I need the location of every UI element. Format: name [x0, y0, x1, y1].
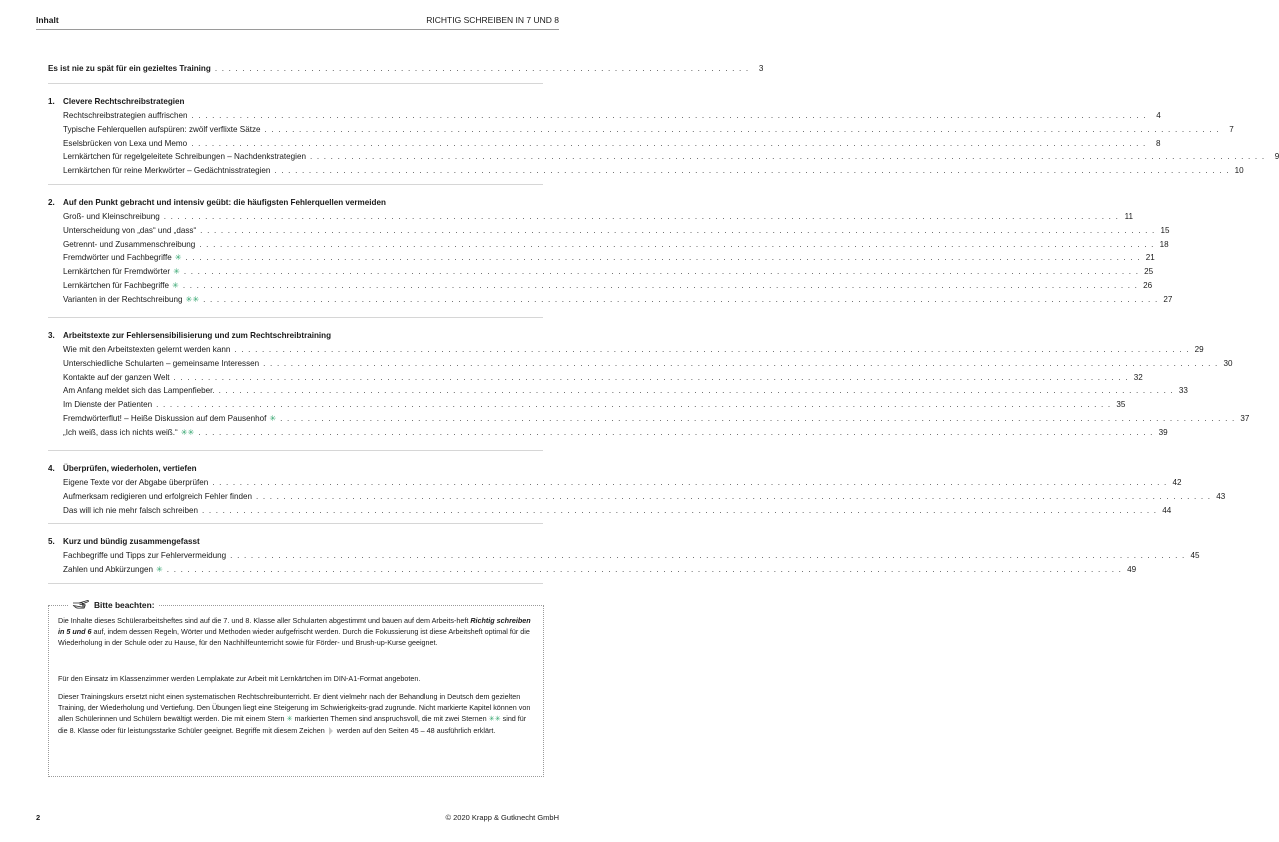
toc-entry-title: Lernkärtchen für Fachbegriffe — [63, 281, 170, 290]
toc-entry[interactable] — [63, 399, 1126, 410]
toc-section-1-title: 1. Clevere Rechtschreibstrategien — [48, 97, 185, 106]
toc-entry[interactable] — [63, 225, 1170, 236]
toc-entry-title: Eigene Texte vor der Abgabe überprüfen — [63, 478, 209, 487]
toc-entry-title: Eselsbrücken von Lexa und Memo — [63, 138, 188, 148]
leader-dots: . . . . . . . . . . . . . . . . . . . . . . . . . . . . . . . . . . . . . . . . . . . . . . . . . . . . . . . . . . . . . . . . . . . . . . . . . . . . . . . . . . . . . . . . . . . . . . . . . . . . . . . . . . . . . . . . . . . . . . . . . . . . . . . . . . . . . . . . . . . — [200, 225, 1156, 235]
toc-entry-page: 43 — [1216, 491, 1226, 501]
section-divider — [48, 523, 543, 524]
toc-entry-page: 26 — [1143, 281, 1153, 290]
leader-dots: . . . . . . . . . . . . . . . . . . . . . . . . . . . . . . . . . . . . . . . . . . . . . . . . . . . . . . . . . . . . . . . . . . . . . . . . . . . . . . . . . . . . . . . . . . . . . . . . . . . . . . . . . . . . . . . . . . . . . . . . . . . . . . . . . . . . . . . . . . . — [166, 564, 1123, 574]
toc-entry[interactable] — [63, 550, 1200, 561]
toc-entry-page: 10 — [1234, 166, 1244, 176]
toc-entry-title: Aufmerksam redigieren und erfolgreich Fehler finden — [63, 491, 252, 501]
toc-entry-title: Lernkärtchen für Fremdwörter — [63, 267, 171, 277]
toc-entry[interactable] — [63, 413, 1250, 424]
leader-dots: . . . . . . . . . . . . . . . . . . . . . . . . . . . . . . . . . . . . . . . . . . . . . . . . . . . . . . . . . . . . . . . . . . . . . . . . . . . . . . . . . . . . . . . . . . . . . . . . . . . . . . . . . . . . . . . . . . . . . . . . . . . . . . . . . . . . . . . . . . . — [255, 491, 1212, 501]
toc-entry-title: Fremdwörter und Fachbegriffe — [63, 253, 172, 263]
header-section-label: Inhalt — [36, 15, 59, 25]
toc-entry-page: 15 — [1160, 225, 1170, 235]
toc-section-4-title: 4. Überprüfen, wiederholen, vertiefen — [48, 464, 197, 473]
page-number: 2 — [36, 813, 41, 822]
note-paragraph-1: Die Inhalte dieses Schülerarbeitsheftes sind auf die 7. und 8. Klasse aller Schularten abgestimmt und bauen auf dem Arbeits-heft Richtig schreiben in 5 und 6 auf, indem dessen Regeln, Wörter und Methoden wieder aufgefrischt werden. Durch die Fokussierung ist diese Arbeitsheft optimal für die Wiederholung in der Schule oder zu Hause, für den Nachhilfeunterricht sowie für Förder- und Brush-up-Kurse geeignet. — [58, 616, 531, 648]
toc-entry-page: 32 — [1133, 372, 1143, 382]
toc-entry-page: 42 — [1172, 478, 1182, 487]
leader-dots: . . . . . . . . . . . . . . . . . . . . . . . . . . . . . . . . . . . . . . . . . . . . . . . . . . . . . . . . . . . . . . . . . . . . . . . . . . . . . . . . . . . . . . . . . . . . . . . . . . . . . . . . . . . . . . . . . . . . . . . . . . . . . . . . . . . . . . . . . . . — [230, 551, 1186, 560]
toc-entry-page: 4 — [1156, 111, 1161, 120]
header-divider — [36, 29, 559, 30]
toc-entry-page: 25 — [1144, 267, 1154, 277]
double-star-icon: ✳✳ — [180, 427, 195, 437]
toc-entry-page: 35 — [1116, 400, 1126, 410]
toc-entry[interactable] — [63, 239, 1169, 250]
book-title-reference: Richtig schreiben in 5 und 6 — [58, 616, 531, 637]
toc-entry-page: 33 — [1178, 386, 1188, 396]
leader-dots: . . . . . . . . . . . . . . . . . . . . . . . . . . . . . . . . . . . . . . . . . . . . . . . . . . . . . . . . . . . . . . . . . . . . . . . . . . . . . . . . . . . . . . . . . . . . . . . . . . . . . . . . . . . . . . . . . . . . . . . . . . . . . . . . . . . . . . . . . . . — [185, 253, 1141, 263]
toc-entry-title: Fachbegriffe und Tipps zur Fehlervermeidung — [63, 551, 227, 560]
toc-entry-title: Lernkärtchen für reine Merkwörter – Gedächtnisstrategien — [63, 166, 271, 176]
page-footer — [36, 813, 559, 822]
star-icon: ✳ — [174, 253, 182, 263]
toc-entry-page: 37 — [1240, 414, 1250, 423]
section-divider — [48, 450, 543, 451]
note-box — [48, 599, 544, 777]
toc-entry[interactable] — [63, 344, 1204, 355]
leader-dots: . . . . . . . . . . . . . . . . . . . . . . . . . . . . . . . . . . . . . . . . . . . . . . . . . . . . . . . . . . . . . . . . . . . . . . . . . . . . . . . . . . . . . . . . . . . . . . . . . . . . . . . . . . . . . . . . . . . . . . . . . . . . . . . . . . . . . . . . . . . — [212, 478, 1168, 487]
page-header — [36, 15, 559, 25]
leader-dots: . . . . . . . . . . . . . . . . . . . . . . . . . . . . . . . . . . . . . . . . . . . . . . . . . . . . . . . . . . . . . . . . . . . . . . . . . . . . . . . . . . . . . . . . . . . . . . . . . . . . . . . . . . . . . . . . . . . . . . . . . . . . . . . . . . . . . . . . . . . — [173, 372, 1129, 382]
leader-dots: . . . . . . . . . . . . . . . . . . . . . . . . . . . . . . . . . . . . . . . . . . . . . . . . . . . . . . . . . . . . . . . . . . . . . . . . . . . . . . . . . . . . . . . . . . . . . . . . . . . . . . . . . . . . . . . . . . . . . . . . . . . . . . . . . . . . . . . . . . . — [274, 166, 1230, 176]
double-star-icon: ✳✳ — [185, 294, 200, 304]
star-icon: ✳ — [173, 267, 180, 277]
toc-entry-title: Unterscheidung von „das“ und „dass“ — [63, 225, 197, 235]
toc-entry-title: Im Dienste der Patienten — [63, 400, 153, 410]
leader-dots: . . . . . . . . . . . . . . . . . . . . . . . . . . . . . . . . . . . . . . . . . . . . . . . . . . . . . . . . . . . . . . . . . . . . . . . . . . . . . . . . . . . . . . . . . . . . . . . . . . . . . . . . . . . . . . . . . . . . . . . . . . . . . . . . . . . . . . . . . . . — [280, 414, 1236, 423]
leader-dots: . . . . . . . . . . . . . . . . . . . . . . . . . . . . . . . . . . . . . . . . . . . . . . . . . . . . . . . . . . . . . . . . . . . . . . . . . . . . . . . . . . . . . . . . . . . . . . . . . . . . . . . . . . . . . . . . . . . . . . . . . . . . . . . . . . . . . . . . . . . — [163, 212, 1120, 221]
toc-entry-title: Typische Fehlerquellen aufspüren: zwölf verflixte Sätze — [63, 124, 261, 134]
toc-entry-title: Getrennt- und Zusammenschreibung — [63, 239, 196, 249]
star-icon: ✳ — [172, 281, 179, 290]
note-heading: Bitte beachten: — [69, 599, 158, 610]
leader-dots: . . . . . . . . . . . . . . . . . . . . . . . . . . . . . . . . . . . . . . . . . . . . . . . . . . . . . . . . . . . . . . . . . . . . . . . . . . . . . . . . . . . . . . . . . . . . . . . . . . . . . . . . . . . . . . . . . . . . . . . . . . . . . . . . . . . . . . . . . . . — [191, 138, 1147, 148]
header-book-title: RICHTIG SCHREIBEN IN 7 UND 8 — [426, 15, 559, 25]
toc-entry[interactable] — [63, 491, 1226, 502]
toc-entry[interactable] — [63, 427, 1168, 438]
section-divider — [48, 83, 543, 84]
toc-entry-title: Fremdwörterflut! – Heiße Diskussion auf dem Pausenhof — [63, 414, 267, 423]
leader-dots: . . . . . . . . . . . . . . . . . . . . . . . . . . . . . . . . . . . . . . . . . . . . . . . . . . . . . . . . . . . . . . . . . . . . . . . . . . . . . . . . . . . . . . . . . . . . . . . . . . . . . . . . . . . . . . . . . . . . . . . . . . . . . . . . . . . . . . . . . . . — [156, 400, 1112, 410]
toc-entry[interactable] — [63, 211, 1134, 222]
star-icon: ✳ — [156, 564, 163, 574]
toc-entry-title: Groß- und Kleinschreibung — [63, 212, 160, 221]
toc-entry[interactable] — [63, 266, 1154, 277]
double-star-icon: ✳✳ — [488, 714, 501, 724]
toc-entry-page: 39 — [1158, 427, 1168, 437]
leader-dots: . . . . . . . . . . . . . . . . . . . . . . . . . . . . . . . . . . . . . . . . . . . . . . . . . . . . . . . . . . . . . . . . . . . . . . . . . . . . . . . . . . . . . . . . . . . . . . . . . . . . . . . . . . . . . . . . . . . . . . . . . . . . . . . . . . . . . . . . . . . — [199, 239, 1155, 249]
toc-entry[interactable] — [63, 252, 1155, 263]
note-paragraph-3: Dieser Trainingskurs ersetzt nicht einen systematischen Rechtschreibunterricht. Er dient vielmehr nach der Behandlung in Deutsch dem gezielten Training, der Wiederholung und Vertiefung. Den Übungen liegt eine Steigerung im Schwierigkeits-grad zugrunde. Nicht markierte Kapitel können von allen Schülerinnen und Schülern bewältigt werden. Die mit einem Stern ✳ markierten Themen sind anspruchsvoll, die mit zwei Sternen ✳✳ sind für die 8. Klasse oder für leistungsstarke Schüler geeignet. Begriffe mit diesem Zeichen werden auf den Seiten 45 – 48 ausführlich erklärt. — [58, 692, 531, 735]
toc-entry-page: 30 — [1223, 358, 1233, 368]
toc-intro-title: Es ist nie zu spät für ein gezieltes Training — [48, 64, 211, 73]
toc-entry-page: 27 — [1163, 294, 1173, 304]
toc-entry-page: 44 — [1162, 505, 1172, 515]
toc-entry-title: Unterschiedliche Schularten – gemeinsame Interessen — [63, 358, 260, 368]
toc-entry[interactable] — [63, 372, 1143, 383]
leader-dots: . . . . . . . . . . . . . . . . . . . . . . . . . . . . . . . . . . . . . . . . . . . . . . . . . . . . . . . . . . . . . . . . . . . . . . . . . . . . . . . . . . . . . . . . . . . . . . . . . . . . . . . . . . . . . . . . . . . . . . . . . . . . . . . . . . . . . . . . . . . — [182, 281, 1139, 290]
toc-section-5-title: 5. Kurz und bündig zusammengefasst — [48, 537, 200, 546]
leader-dots: . . . . . . . . . . . . . . . . . . . . . . . . . . . . . . . . . . . . . . . . . . . . . . . . . . . . . . . . . . . . . . . . . . . . . . . . . . . . . . . . . . . . . . . . . . . . . . . . . . . . . . . . . . . . . . . . . . . . . . . . . . . . . . . . . . . . . . . . . . . — [183, 267, 1140, 277]
leader-dots: . . . . . . . . . . . . . . . . . . . . . . . . . . . . . . . . . . . . . . . . . . . . . . . . . . . . . . . . . . . . . . . . . . . . . . . . . . . . . . . . . . . . . . . . . . . . . . . . . . . . . . . . . . . . . . . . . . . . . . . . . . . . . . . . . . . . . . . . . . . — [218, 386, 1174, 396]
toc-entry[interactable] — [63, 138, 1161, 149]
toc-entry-page: 29 — [1194, 345, 1204, 354]
toc-entry-page: 18 — [1159, 239, 1169, 249]
toc-intro-page: 3 — [758, 64, 764, 73]
section-divider — [48, 583, 543, 584]
toc-entry-page: 9 — [1274, 152, 1279, 162]
toc-entry-page: 49 — [1127, 564, 1137, 574]
toc-entry-page: 7 — [1229, 124, 1234, 134]
toc-entry[interactable] — [63, 165, 1244, 176]
pointing-hand-icon — [72, 599, 90, 610]
toc-entry-title: Am Anfang meldet sich das Lampenfieber. — [63, 386, 215, 396]
toc-section-3-title: 3. Arbeitstexte zur Fehlersensibilisierung und zum Rechtschreibtraining — [48, 331, 332, 340]
toc-entry[interactable] — [63, 564, 1137, 575]
toc-entry-title: Das will ich nie mehr falsch schreiben — [63, 505, 198, 515]
star-icon: ✳ — [269, 414, 277, 423]
toc-entry-title: Varianten in der Rechtschreibung — [63, 294, 183, 304]
toc-intro-entry[interactable] — [48, 63, 764, 74]
section-divider — [48, 317, 543, 318]
leader-dots: . . . . . . . . . . . . . . . . . . . . . . . . . . . . . . . . . . . . . . . . . . . . . . . . . . . . . . . . . . . . . . . . . . . . . . . . . . . . . . . . . . . . . . . . . . . . . . . . . . . . . . . . . . . . . . . . . . . . . . . . . . . . . . . . . . . . . . . . . . . — [263, 358, 1219, 368]
star-icon: ✳ — [286, 714, 293, 724]
toc-entry[interactable] — [63, 110, 1161, 121]
toc-entry[interactable] — [63, 294, 1173, 305]
copyright: © 2020 Krapp & Gutknecht GmbH — [445, 813, 559, 822]
leader-dots: . . . . . . . . . . . . . . . . . . . . . . . . . . . . . . . . . . . . . . . . . . . . . . . . . . . . . . . . . . . . . . . . . . . . . . . . . . . . . . . . . . . . . . . . . . . . . . . . . . . . . . . . . . . . . . . . . . . . . . . . . . . . . . . . . . . . . . . . . . . — [234, 345, 1190, 354]
toc-entry-title: Zahlen und Abkürzungen — [63, 564, 153, 574]
toc-entry-title: „Ich weiß, dass ich nichts weiß.“ — [63, 427, 178, 437]
toc-entry-page: 11 — [1124, 212, 1134, 221]
toc-entry-title: Kontakte auf der ganzen Welt — [63, 372, 170, 382]
toc-entry-page: 8 — [1155, 138, 1161, 148]
toc-entry[interactable] — [63, 124, 1234, 135]
toc-section-2-title: 2. Auf den Punkt gebracht und intensiv geübt: die häufigsten Fehlerquellen vermeiden — [48, 198, 386, 207]
toc-entry[interactable] — [63, 385, 1188, 396]
toc-entry[interactable] — [63, 477, 1182, 488]
toc-entry[interactable] — [63, 280, 1153, 291]
leader-dots: . . . . . . . . . . . . . . . . . . . . . . . . . . . . . . . . . . . . . . . . . . . . . . . . . . . . . . . . . . . . . . . . . . . . . . . . . . . . . . . . . . . . . . . . . . . . . . . . . . . . . . . . . . . . . . . . . . . . . . . . . . . . . . . . . . . . . . . . . . . — [264, 124, 1220, 134]
toc-entry-title: Rechtschreibstrategien auffrischen — [63, 111, 188, 120]
leader-dots: . . . . . . . . . . . . . . . . . . . . . . . . . . . . . . . . . . . . . . . . . . . . . . . . . . . . . . . . . . . . . . . . . . . . . . . . . . . . . . . . . . . . . . . . . . . . . . . . . . . . . . . . . . . . . . . . . . . . . . . . . . . . . . . . . . . . . . . . . . . — [201, 505, 1158, 515]
toc-entry[interactable] — [63, 151, 1279, 162]
toc-entry-page: 45 — [1190, 551, 1200, 560]
toc-entry-title: Wie mit den Arbeitstexten gelernt werden kann — [63, 345, 231, 354]
toc-entry-title: Lernkärtchen für regelgeleitete Schreibungen – Nachdenkstrategien — [63, 152, 306, 162]
toc-entry[interactable] — [63, 358, 1233, 369]
leader-dots: . . . . . . . . . . . . . . . . . . . . . . . . . . . . . . . . . . . . . . . . . . . . . . . . . . . . . . . . . . . . . . . . . . . . . . . . . . . . . . — [214, 64, 750, 73]
leader-dots: . . . . . . . . . . . . . . . . . . . . . . . . . . . . . . . . . . . . . . . . . . . . . . . . . . . . . . . . . . . . . . . . . . . . . . . . . . . . . . . . . . . . . . . . . . . . . . . . . . . . . . . . . . . . . . . . . . . . . . . . . . . . . . . . . . . . . . . . . . . — [309, 152, 1266, 162]
section-divider — [48, 184, 543, 185]
toc-entry[interactable] — [63, 505, 1172, 516]
toc-entry-page: 21 — [1145, 253, 1155, 263]
leader-dots: . . . . . . . . . . . . . . . . . . . . . . . . . . . . . . . . . . . . . . . . . . . . . . . . . . . . . . . . . . . . . . . . . . . . . . . . . . . . . . . . . . . . . . . . . . . . . . . . . . . . . . . . . . . . . . . . . . . . . . . . . . . . . . . . . . . . . . . . . . . — [203, 294, 1159, 304]
leader-dots: . . . . . . . . . . . . . . . . . . . . . . . . . . . . . . . . . . . . . . . . . . . . . . . . . . . . . . . . . . . . . . . . . . . . . . . . . . . . . . . . . . . . . . . . . . . . . . . . . . . . . . . . . . . . . . . . . . . . . . . . . . . . . . . . . . . . . . . . . . . — [198, 427, 1154, 437]
glossary-marker-icon — [329, 727, 333, 735]
note-paragraph-2: Für den Einsatz im Klassenzimmer werden Lernplakate zur Arbeit mit Lernkärtchen im DIN-A1-Format angeboten. — [58, 674, 421, 683]
leader-dots: . . . . . . . . . . . . . . . . . . . . . . . . . . . . . . . . . . . . . . . . . . . . . . . . . . . . . . . . . . . . . . . . . . . . . . . . . . . . . . . . . . . . . . . . . . . . . . . . . . . . . . . . . . . . . . . . . . . . . . . . . . . . . . . . . . . . . . . . . . . — [191, 111, 1147, 120]
